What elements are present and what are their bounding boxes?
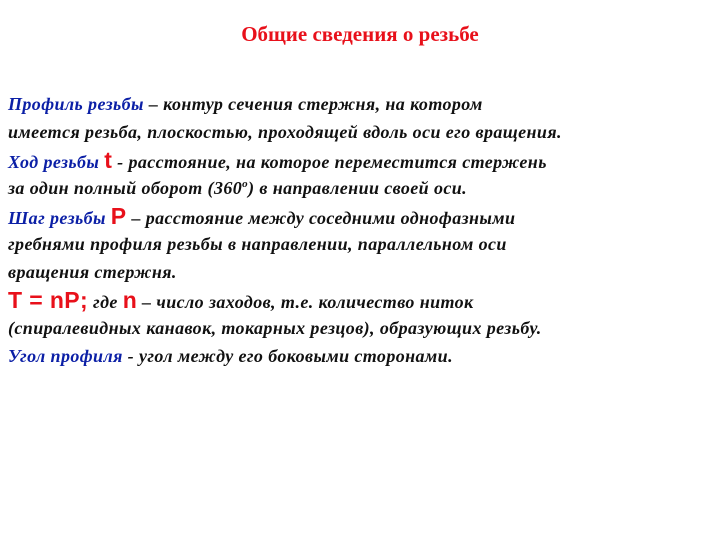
pitch-term: Шаг резьбы bbox=[8, 208, 111, 228]
formula-symbol: n bbox=[122, 287, 138, 313]
angle-definition: - угол между его боковыми сторонами. bbox=[122, 346, 453, 366]
profile-line-2: имеется резьба, плоскостью, проходящей вдоль оси его вращения. bbox=[8, 122, 562, 142]
slide-title: Общие сведения о резьбе bbox=[241, 22, 479, 46]
degree-mark: о bbox=[242, 178, 249, 190]
pitch-line-2: гребнями профиля резьбы в направлении, параллельном оси bbox=[8, 234, 507, 254]
profile-term: Профиль резьбы bbox=[8, 94, 144, 114]
lead-line-2 bbox=[8, 174, 716, 202]
pitch-symbol: P bbox=[110, 203, 127, 229]
lead-symbol: t bbox=[104, 147, 113, 173]
pitch-line-1 bbox=[8, 202, 716, 230]
lead-term: Ход резьбы bbox=[8, 152, 105, 172]
pitch-line-3: вращения стержня. bbox=[8, 262, 177, 282]
lead-line-1 bbox=[8, 146, 716, 174]
formula-where: где bbox=[88, 292, 123, 312]
formula-equation: T = nP; bbox=[8, 287, 89, 313]
angle-line-1 bbox=[8, 342, 716, 370]
profile-line-1 bbox=[8, 90, 716, 118]
lead-definition-2b: ) в направлении своей оси. bbox=[248, 178, 468, 198]
formula-definition-1: – число заходов, т.е. количество ниток bbox=[137, 292, 474, 312]
lead-definition-1: - расстояние, на которое переместится стержень bbox=[112, 152, 547, 172]
angle-term: Угол профиля bbox=[8, 346, 123, 366]
lead-definition-2a: за один полный оборот (360 bbox=[8, 178, 243, 198]
profile-definition-1: – контур сечения стержня, на котором bbox=[143, 94, 483, 114]
pitch-definition-1: – расстояние между соседними однофазными bbox=[126, 208, 516, 228]
slide-body bbox=[8, 90, 716, 370]
formula-line-2: (спиралевидных канавок, токарных резцов), образующих резьбу. bbox=[8, 318, 542, 338]
formula-line-1 bbox=[8, 286, 716, 314]
